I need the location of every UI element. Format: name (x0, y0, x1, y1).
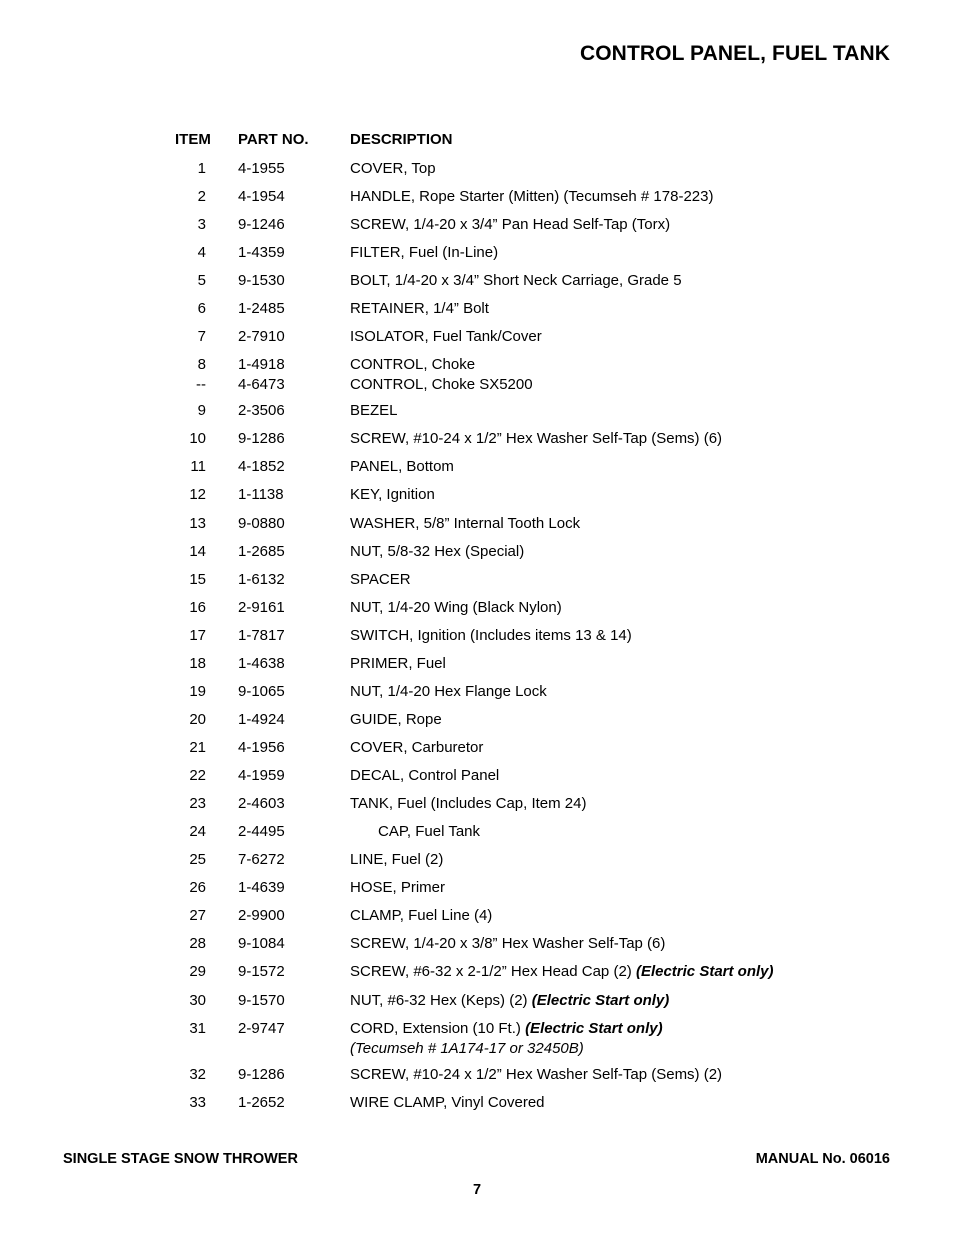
item-number: 14 (189, 543, 206, 560)
part-number: 4-1956 (238, 739, 285, 756)
part-description (350, 243, 498, 263)
part-description (350, 457, 454, 477)
part-description (350, 991, 669, 1011)
description-text: FILTER, Fuel (In-Line) (350, 244, 499, 261)
item-number: 19 (189, 683, 206, 700)
description-text: GUIDE, Rope (350, 711, 442, 728)
part-number: 1-6132 (238, 571, 285, 588)
item-number: 3 (197, 216, 206, 233)
item-number: 20 (189, 711, 206, 728)
part-description (350, 598, 562, 618)
description-text: COVER, Top (350, 160, 436, 177)
description-text: ISOLATOR, Fuel Tank/Cover (350, 328, 542, 345)
part-number: 4-6473 (238, 376, 285, 393)
item-number: 17 (189, 627, 206, 644)
item-number: 25 (189, 851, 206, 868)
description-text: CONTROL, Choke SX5200 (350, 376, 533, 393)
part-number: 2-4495 (238, 823, 285, 840)
description-text: SCREW, 1/4-20 x 3/4” Pan Head Self-Tap (Torx) (350, 216, 671, 233)
part-description (350, 327, 542, 347)
part-description (350, 159, 436, 179)
description-text: NUT, 1/4-20 Hex Flange Lock (350, 683, 547, 700)
part-number: 9-1286 (238, 1066, 285, 1083)
part-number: 2-9747 (238, 1020, 285, 1037)
description-text: SCREW, #10-24 x 1/2” Hex Washer Self-Tap (Sems) (6) (350, 430, 723, 447)
footer-product-name: SINGLE STAGE SNOW THROWER (63, 1151, 298, 1167)
item-number: 30 (189, 992, 206, 1009)
part-number: 1-2685 (238, 543, 285, 560)
part-number: 9-1065 (238, 683, 285, 700)
part-description (350, 962, 774, 982)
part-number: 4-1959 (238, 767, 285, 784)
part-description (350, 215, 670, 235)
description-text: COVER, Carburetor (350, 739, 484, 756)
part-description (350, 429, 722, 449)
description-text: TANK, Fuel (Includes Cap, Item 24) (350, 795, 587, 812)
description-text: LINE, Fuel (2) (350, 851, 444, 868)
column-header-item: ITEM (175, 131, 211, 148)
part-number: 1-4924 (238, 711, 285, 728)
item-number: 8 (197, 356, 206, 373)
footer-manual-number: MANUAL No. 06016 (755, 1151, 890, 1167)
part-number: 1-4638 (238, 655, 285, 672)
part-description (350, 542, 524, 562)
part-description (350, 654, 446, 674)
description-text: KEY, Ignition (350, 486, 435, 503)
item-number: 29 (189, 963, 206, 980)
part-description (350, 514, 580, 534)
item-number: 26 (189, 879, 206, 896)
part-number: 9-1570 (238, 992, 285, 1009)
part-number: 9-1572 (238, 963, 285, 980)
description-text: DECAL, Control Panel (350, 767, 500, 784)
part-number: 4-1954 (238, 188, 285, 205)
description-text: NUT, #6-32 Hex (Keps) (2) (350, 992, 532, 1009)
item-number: 7 (197, 328, 206, 345)
description-text: HOSE, Primer (350, 879, 446, 896)
description-text: SCREW, #10-24 x 1/2” Hex Washer Self-Tap (Sems) (2) (350, 1066, 723, 1083)
item-number: 5 (197, 272, 206, 289)
item-number: 23 (189, 795, 206, 812)
part-description (350, 1065, 722, 1085)
part-number: 2-9161 (238, 599, 285, 616)
part-number: 1-4359 (238, 244, 285, 261)
item-number: 24 (189, 823, 206, 840)
part-description (350, 299, 489, 319)
item-number: -- (196, 376, 206, 393)
description-text: BOLT, 1/4-20 x 3/4” Short Neck Carriage, Grade 5 (350, 272, 682, 289)
column-header-description: DESCRIPTION (350, 131, 453, 148)
item-number: 10 (189, 430, 206, 447)
description-text: SCREW, 1/4-20 x 3/8” Hex Washer Self-Tap (6) (350, 935, 666, 952)
cross-reference-note: (Tecumseh # 1A174-17 or 32450B) (350, 1040, 584, 1057)
description-text: SPACER (350, 571, 411, 588)
part-description (350, 1093, 545, 1113)
description-text: SCREW, #6-32 x 2-1/2” Hex Head Cap (2) (350, 963, 636, 980)
part-description (350, 906, 492, 926)
part-number: 1-1138 (238, 486, 284, 503)
item-number: 33 (189, 1094, 206, 1111)
page-title: CONTROL PANEL, FUEL TANK (579, 42, 890, 65)
item-number: 4 (197, 244, 206, 261)
description-text: CLAMP, Fuel Line (4) (350, 907, 493, 924)
part-number: 1-7817 (238, 627, 285, 644)
part-number: 9-1286 (238, 430, 285, 447)
column-header-part-no: PART NO. (238, 131, 309, 148)
part-description (350, 934, 665, 954)
description-text: CORD, Extension (10 Ft.) (350, 1020, 526, 1037)
electric-start-note: (Electric Start only) (635, 963, 774, 980)
item-number: 1 (197, 160, 206, 177)
part-number: 4-1852 (238, 458, 285, 475)
part-description (350, 485, 435, 505)
part-number: 2-4603 (238, 795, 285, 812)
part-number: 1-4918 (238, 356, 285, 373)
description-text: NUT, 1/4-20 Wing (Black Nylon) (350, 599, 562, 616)
part-description (350, 878, 445, 898)
description-text: CONTROL, Choke (350, 356, 476, 373)
part-number: 4-1955 (238, 160, 285, 177)
description-text: HANDLE, Rope Starter (Mitten) (Tecumseh # 178-223) (350, 188, 714, 205)
part-description (350, 355, 475, 375)
item-number: 28 (189, 935, 206, 952)
part-description (350, 682, 547, 702)
description-text: WASHER, 5/8” Internal Tooth Lock (350, 515, 581, 532)
part-description (350, 271, 682, 291)
part-number: 9-1084 (238, 935, 285, 952)
description-text: NUT, 5/8-32 Hex (Special) (350, 543, 525, 560)
part-description (350, 794, 586, 814)
item-number: 12 (189, 486, 206, 503)
part-description (378, 822, 480, 842)
part-description (350, 710, 442, 730)
part-description (350, 1019, 663, 1039)
page-number: 7 (472, 1182, 482, 1198)
description-text: RETAINER, 1/4” Bolt (350, 300, 489, 317)
item-number: 32 (189, 1066, 206, 1083)
item-number: 18 (189, 655, 206, 672)
item-number: 6 (197, 300, 206, 317)
description-text: PRIMER, Fuel (350, 655, 446, 672)
description-text: CAP, Fuel Tank (378, 823, 481, 840)
item-number: 11 (190, 458, 206, 475)
item-number: 27 (189, 907, 206, 924)
item-number: 15 (189, 571, 206, 588)
electric-start-note: (Electric Start only) (531, 992, 670, 1009)
part-description (350, 401, 398, 421)
part-number: 1-2652 (238, 1094, 285, 1111)
part-description (350, 570, 411, 590)
description-text: BEZEL (350, 402, 398, 419)
electric-start-note: (Electric Start only) (525, 1020, 663, 1037)
item-number: 16 (189, 599, 206, 616)
part-number: 1-4639 (238, 879, 285, 896)
part-number: 9-1246 (238, 216, 285, 233)
part-description (350, 375, 533, 395)
description-text: WIRE CLAMP, Vinyl Covered (350, 1094, 545, 1111)
description-text: PANEL, Bottom (350, 458, 454, 475)
item-number: 2 (197, 188, 206, 205)
part-description (350, 850, 443, 870)
item-number: 21 (189, 739, 206, 756)
description-text: SWITCH, Ignition (Includes items 13 & 14) (350, 627, 632, 644)
part-description (350, 766, 499, 786)
item-number: 22 (189, 767, 206, 784)
item-number: 13 (189, 515, 206, 532)
part-number: 1-2485 (238, 300, 285, 317)
part-number: 2-7910 (238, 328, 285, 345)
part-description (350, 626, 632, 646)
part-number: 9-0880 (238, 515, 285, 532)
part-number: 9-1530 (238, 272, 285, 289)
part-number: 7-6272 (238, 851, 285, 868)
part-description (350, 187, 713, 207)
part-description (350, 738, 483, 758)
part-number: 2-9900 (238, 907, 285, 924)
item-number: 31 (189, 1020, 206, 1037)
item-number: 9 (197, 402, 206, 419)
part-number: 2-3506 (238, 402, 285, 419)
